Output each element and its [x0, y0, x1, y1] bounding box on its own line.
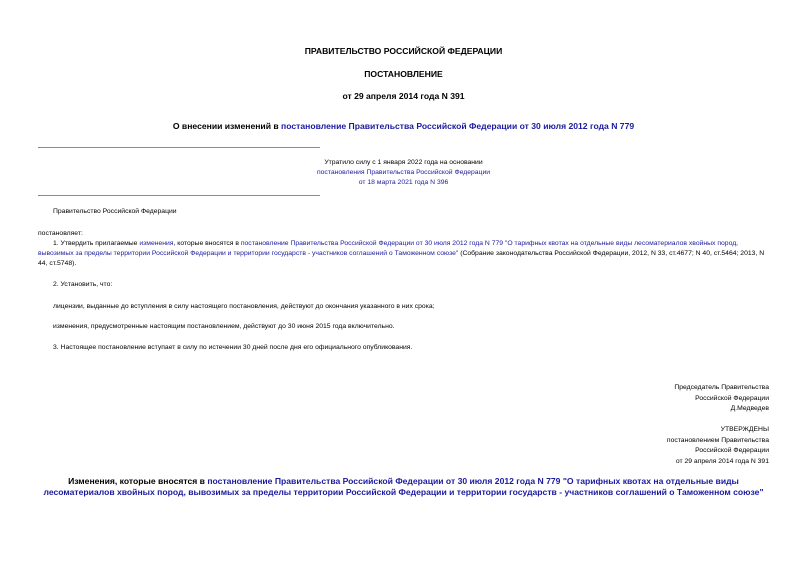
document-title-prefix: О внесении изменений в [172, 121, 282, 131]
paragraph-1-prefix: 1. Утвердить прилагаемые [53, 240, 140, 247]
document-title [0, 121, 807, 131]
status-note-link-line3[interactable]: от 18 марта 2021 года N 396 [358, 179, 449, 186]
paragraph-3: 3. Настоящее постановление вступает в силу по истечении 30 дней после дня его официального опубликования. [53, 344, 413, 351]
signature-block [674, 383, 769, 415]
status-note-line1: Утратило силу с 1 января 2022 года на основании [324, 159, 483, 166]
approval-line2: постановлением Правительства [666, 436, 769, 444]
changes-title [40, 476, 767, 498]
divider-bottom [38, 195, 320, 196]
paragraph-2: 2. Установить, что: [53, 281, 113, 288]
changes-title-link[interactable]: постановление Правительства Российской Федерации от 30 июля 2012 года N 779 "О тарифных квотах на отдельные виды лесоматериалов хвойных пород, вывозимых за пределы территории Российской Федерации и территории государств - участников соглашений о Таможенном союзе" [43, 476, 764, 497]
government-heading: ПРАВИТЕЛЬСТВО РОССИЙСКОЙ ФЕДЕРАЦИИ [304, 46, 503, 56]
approval-line4: от 29 апреля 2014 года N 391 [675, 457, 769, 465]
paragraph-2a: лицензии, выданные до вступления в силу настоящего постановления, действуют до окончания указанного в них срока; [53, 303, 435, 310]
approval-line3: Российской Федерации [695, 447, 769, 454]
approval-block [667, 425, 769, 467]
paragraph-2b: изменения, предусмотренные настоящим постановлением, действуют до 30 июня 2015 года включительно. [53, 323, 395, 330]
signature-line2: Российской Федерации [695, 394, 769, 402]
paragraph-1-suffix: (Собрание законодательства Российской Федерации, 2012, N 33, ст.4677; N 40, ст.5464; 2013, N 44, ст.5748). [38, 250, 765, 267]
approval-line1: УТВЕРЖДЕНЫ [720, 426, 769, 433]
signature-line1: Председатель Правительства [674, 384, 769, 391]
document-title-link[interactable]: постановление Правительства Российской Федерации от 30 июля 2012 года N 779 [281, 121, 635, 131]
changes-link[interactable]: изменения [139, 240, 174, 247]
document-date-number: от 29 апреля 2014 года N 391 [342, 91, 465, 101]
status-note [0, 158, 807, 188]
issuer-text: Правительство Российской Федерации [53, 208, 177, 215]
paragraph-1-mid: , которые вносятся в [173, 240, 241, 247]
status-note-link-line2[interactable]: постановления Правительства Российской Федерации [316, 169, 491, 176]
signature-line3: Д.Медведев [730, 405, 769, 412]
changes-title-prefix: Изменения, которые вносятся в [68, 476, 208, 486]
resolution-779-link[interactable]: постановление Правительства Российской Федерации от 30 июля 2012 года N 779 "О тарифных квотах на отдельные виды лесоматериалов хвойных пород, вывозимых за пределы территории Российской Федерации и территории государств - участников соглашений о Таможенном союзе" [38, 240, 739, 257]
decides-text: постановляет: [38, 230, 83, 237]
paragraph-1 [38, 239, 772, 269]
divider-top [38, 147, 320, 148]
document-type: ПОСТАНОВЛЕНИЕ [364, 69, 443, 79]
